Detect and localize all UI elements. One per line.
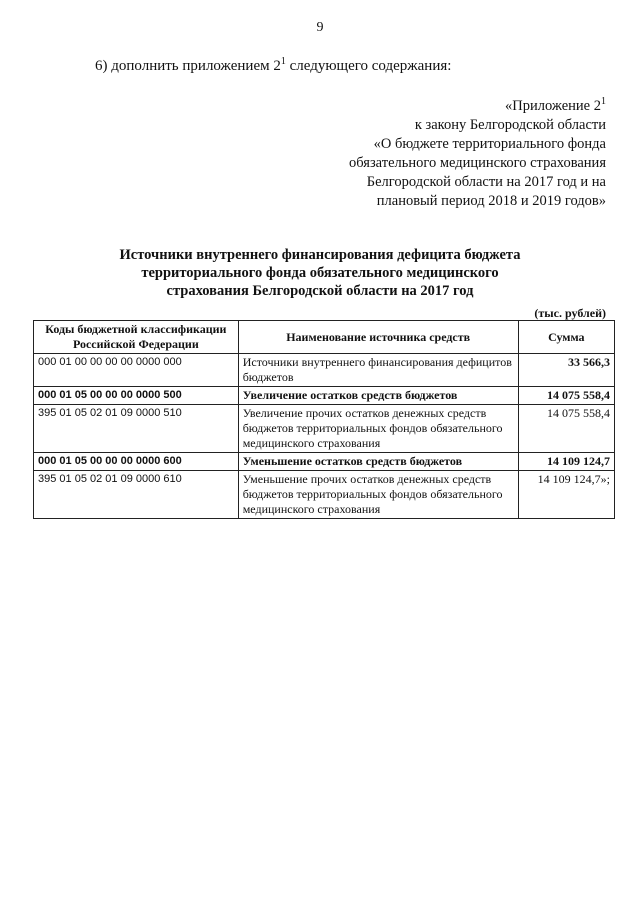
row-name: Уменьшение остатков средств бюджетов bbox=[238, 453, 518, 471]
row-code: 395 01 05 02 01 09 0000 510 bbox=[34, 405, 239, 453]
table-row bbox=[34, 471, 615, 519]
title-line-3: страхования Белгородской области на 2017 год bbox=[166, 283, 474, 299]
row-name: Уменьшение прочих остатков денежных средств бюджетов территориальных фондов обязательного медицинского страхования bbox=[238, 471, 518, 519]
table-header-row bbox=[34, 321, 615, 354]
intro-paragraph bbox=[95, 56, 451, 75]
appendix-header bbox=[286, 92, 606, 211]
row-sum: 14 109 124,7»; bbox=[518, 471, 614, 519]
appendix-line-2: к закону Белгородской области bbox=[414, 116, 606, 133]
units-label: (тыс. рублей) bbox=[534, 306, 606, 320]
appendix-line-6: плановый период 2018 и 2019 годов» bbox=[376, 192, 606, 209]
row-code: 000 01 05 00 00 00 0000 600 bbox=[34, 453, 239, 471]
intro-text-after: следующего содержания: bbox=[285, 58, 452, 74]
table-row bbox=[34, 354, 615, 387]
table-row bbox=[34, 387, 615, 405]
row-sum: 14 075 558,4 bbox=[518, 387, 614, 405]
table-row bbox=[34, 405, 615, 453]
appendix-line-5: Белгородской области на 2017 год и на bbox=[366, 173, 606, 190]
intro-text: 6) дополнить приложением 2 bbox=[95, 58, 281, 74]
appendix-title: «Приложение 2 bbox=[505, 97, 601, 114]
title-line-2: территориального фонда обязательного медицинского bbox=[141, 265, 499, 281]
appendix-line-3: «О бюджете территориального фонда bbox=[373, 135, 606, 152]
title-line-1: Источники внутреннего финансирования дефицита бюджета bbox=[119, 247, 521, 263]
intro-superscript: 1 bbox=[280, 56, 286, 67]
table-row bbox=[34, 453, 615, 471]
document-title bbox=[60, 246, 580, 300]
appendix-line-4: обязательного медицинского страхования bbox=[349, 154, 606, 171]
row-sum: 14 109 124,7 bbox=[518, 453, 614, 471]
appendix-superscript: 1 bbox=[601, 96, 606, 107]
row-name: Источники внутреннего финансирования дефицитов бюджетов bbox=[238, 354, 518, 387]
row-name: Увеличение прочих остатков денежных средств бюджетов территориальных фондов обязательного медицинского страхования bbox=[238, 405, 518, 453]
page-number: 9 bbox=[316, 20, 324, 35]
row-code: 000 01 00 00 00 00 0000 000 bbox=[34, 354, 239, 387]
row-code: 395 01 05 02 01 09 0000 610 bbox=[34, 471, 239, 519]
row-sum: 33 566,3 bbox=[518, 354, 614, 387]
header-sum: Сумма bbox=[518, 321, 614, 354]
sources-table bbox=[33, 320, 615, 519]
row-sum: 14 075 558,4 bbox=[518, 405, 614, 453]
appendix-line-1 bbox=[286, 92, 606, 116]
header-code: Коды бюджетной классификации Российской Федерации bbox=[34, 321, 239, 354]
row-name: Увеличение остатков средств бюджетов bbox=[238, 387, 518, 405]
header-name: Наименование источника средств bbox=[238, 321, 518, 354]
row-code: 000 01 05 00 00 00 0000 500 bbox=[34, 387, 239, 405]
